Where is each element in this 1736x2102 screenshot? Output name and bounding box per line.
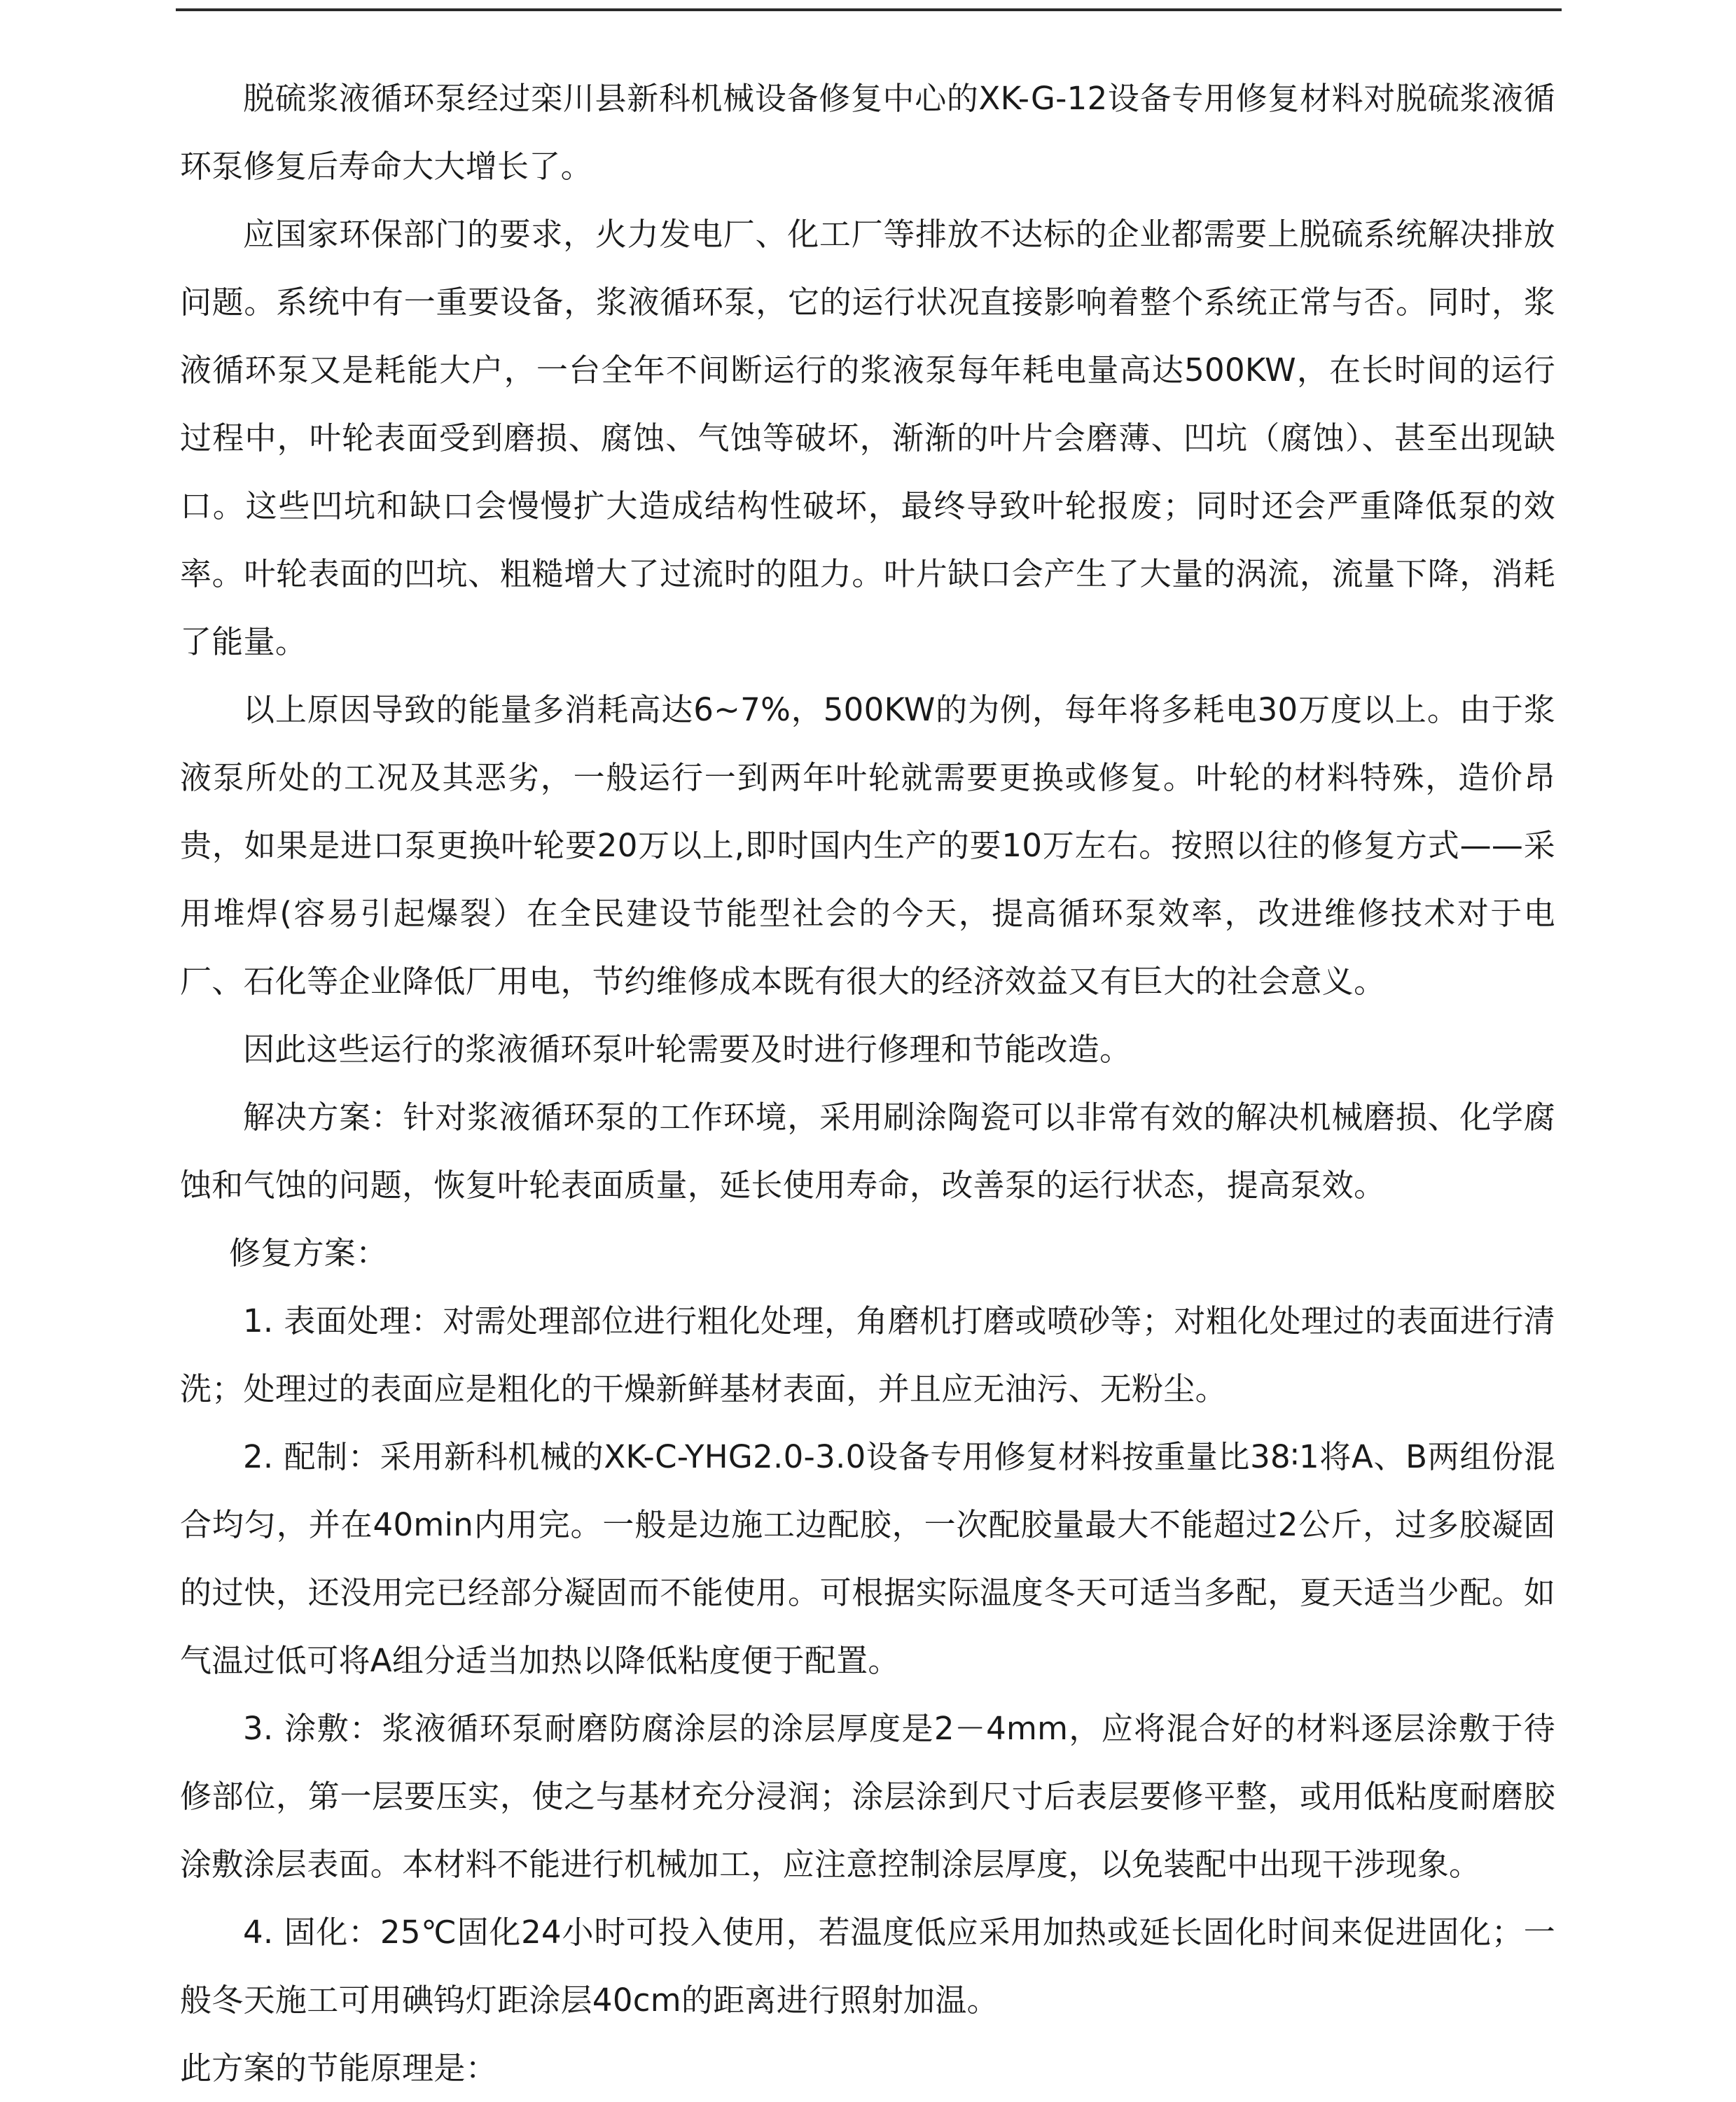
paragraph-solution: 解决方案：针对浆液循环泵的工作环境，采用刷涂陶瓷可以非常有效的解决机械磨损、化学腐蚀和气蚀的问题，恢复叶轮表面质量，延长使用寿命，改善泵的运行状态，提高泵效。 (180, 1099, 1555, 1204)
step-curing: 4. 固化：25℃固化24小时可投入使用，若温度低应采用加热或延长固化时间来促进固化；一般冬天施工可用碘钨灯距涂层40cm的距离进行照射加温。 (180, 1914, 1555, 2019)
paragraph-conclusion: 因此这些运行的浆液循环泵叶轮需要及时进行修理和节能改造。 (243, 1031, 1132, 1068)
document-body (180, 64, 1555, 2102)
repair-plan-heading: 修复方案： (229, 1234, 388, 1272)
step-coating: 3. 涂敷：浆液循环泵耐磨防腐涂层的涂层厚度是2－4mm，应将混合好的材料逐层涂敷于待修部位，第一层要压实，使之与基材充分浸润；涂层涂到尺寸后表层要修平整，或用低粘度耐磨胶涂敷涂层表面。本材料不能进行机械加工，应注意控制涂层厚度，以免装配中出现干涉现象。 (180, 1710, 1555, 1883)
header-rule (176, 8, 1562, 11)
paragraph-energy-loss: 以上原因导致的能量多消耗高达6~7%，500KW的为例，每年将多耗电30万度以上。由于浆液泵所处的工况及其恶劣，一般运行一到两年叶轮就需要更换或修复。叶轮的材料特殊，造价昂贵，如果是进口泵更换叶轮要20万以上,即时国内生产的要10万左右。按照以往的修复方式——采用堆焊(容易引起爆裂）在全民建设节能型社会的今天，提高循环泵效率，改进维修技术对于电厂、石化等企业降低厂用电，节约维修成本既有很大的经济效益又有巨大的社会意义。 (180, 691, 1555, 1000)
paragraph-background: 应国家环保部门的要求，火力发电厂、化工厂等排放不达标的企业都需要上脱硫系统解决排放问题。系统中有一重要设备，浆液循环泵，它的运行状况直接影响着整个系统正常与否。同时，浆液循环泵又是耗能大户，一台全年不间断运行的浆液泵每年耗电量高达500KW，在长时间的运行过程中，叶轮表面受到磨损、腐蚀、气蚀等破坏，渐渐的叶片会磨薄、凹坑（腐蚀）、甚至出现缺口。这些凹坑和缺口会慢慢扩大造成结构性破坏，最终导致叶轮报废；同时还会严重降低泵的效率。叶轮表面的凹坑、粗糙增大了过流时的阻力。叶片缺口会产生了大量的涡流，流量下降，消耗了能量。 (180, 216, 1555, 660)
paragraph-intro: 脱硫浆液循环泵经过栾川县新科机械设备修复中心的XK-G-12设备专用修复材料对脱硫浆液循环泵修复后寿命大大增长了。 (180, 80, 1555, 185)
principle-heading: 此方案的节能原理是： (180, 2049, 498, 2087)
step-mixing: 2. 配制：采用新科机械的XK-C-YHG2.0-3.0设备专用修复材料按重量比38∶1将A、B两组份混合均匀，并在40min内用完。一般是边施工边配胶，一次配胶量最大不能超过2公斤，过多胶凝固的过快，还没用完已经部分凝固而不能使用。可根据实际温度冬天可适当多配，夏天适当少配。如气温过低可将A组分适当加热以降低粘度便于配置。 (180, 1438, 1555, 1679)
step-surface-treatment: 1. 表面处理：对需处理部位进行粗化处理，角磨机打磨或喷砂等；对粗化处理过的表面进行清洗；处理过的表面应是粗化的干燥新鲜基材表面，并且应无油污、无粉尘。 (180, 1302, 1555, 1407)
